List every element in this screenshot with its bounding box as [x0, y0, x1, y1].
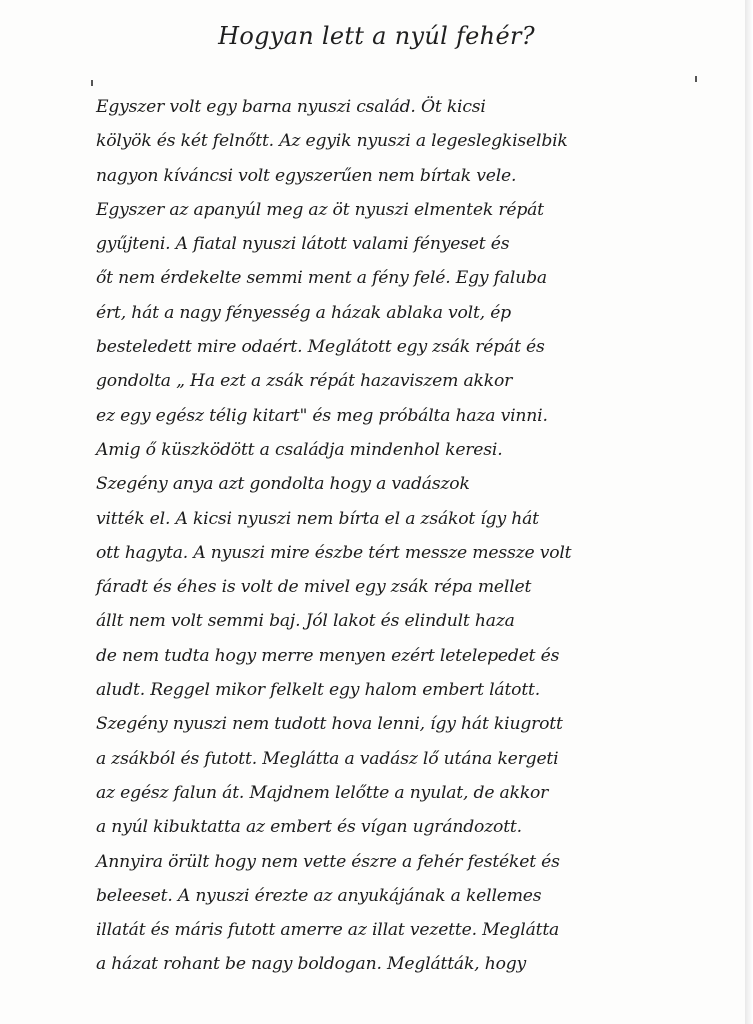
text-line: ez egy egész télig kitart" és meg próbálta haza vinni.	[96, 405, 548, 426]
text-line: Annyira örült hogy nem vette észre a fehér festéket és	[96, 851, 560, 872]
text-line: Egyszer az apanyúl meg az öt nyuszi elmentek répát	[96, 199, 544, 220]
text-line: beleeset. A nyuszi érezte az anyukájának a kellemes	[96, 885, 542, 906]
text-line: besteledett mire odaért. Meglátott egy zsák répát és	[96, 337, 545, 358]
text-line: Egyszer volt egy barna nyuszi család. Öt kicsi	[96, 97, 486, 117]
text-line: ért, hát a nagy fényesség a házak ablaka volt, ép	[96, 302, 511, 323]
text-line: gondolta „ Ha ezt a zsák répát hazaviszem akkor	[96, 371, 513, 392]
text-line: fáradt és éhes is volt de mivel egy zsák répa mellet	[96, 577, 532, 598]
margin-tick-mark	[695, 76, 697, 82]
text-line: ott hagyta. A nyuszi mire észbe tért messze messze volt	[96, 542, 572, 563]
page-title: Hogyan lett a nyúl fehér?	[218, 22, 535, 50]
text-line: nagyon kíváncsi volt egyszerűen nem bírtak vele.	[96, 165, 517, 186]
text-line: a házat rohant be nagy boldogan. Meglátták, hogy	[96, 954, 527, 975]
text-line: illatát és máris futott amerre az illat vezette. Meglátta	[96, 920, 560, 941]
margin-tick-mark	[91, 80, 93, 86]
text-line: őt nem érdekelte semmi ment a fény felé. Egy faluba	[96, 268, 547, 289]
text-line: Amig ő küszködött a családja mindenhol keresi.	[96, 439, 503, 460]
text-line: a nyúl kibuktatta az embert és vígan ugrándozott.	[96, 817, 522, 838]
text-line: Szegény nyuszi nem tudott hova lenni, így hát kiugrott	[96, 714, 563, 735]
text-line: Szegény anya azt gondolta hogy a vadászok	[96, 474, 470, 495]
text-line: de nem tudta hogy merre menyen ezért letelepedet és	[96, 645, 560, 666]
text-line: az egész falun át. Majdnem lelőtte a nyulat, de akkor	[96, 782, 549, 803]
text-line: vitték el. A kicsi nyuszi nem bírta el a zsákot így hát	[96, 508, 539, 529]
text-line: állt nem volt semmi baj. Jól lakot és elindult haza	[96, 611, 515, 632]
text-line: a zsákból és futott. Meglátta a vadász lő utána kergeti	[96, 748, 559, 769]
text-line: aludt. Reggel mikor felkelt egy halom embert látott.	[96, 680, 540, 701]
page-edge-shadow	[745, 0, 753, 1024]
text-line: gyűjteni. A fiatal nyuszi látott valami fényeset és	[96, 234, 510, 255]
story-body	[96, 90, 716, 982]
text-line: kölyök és két felnőtt. Az egyik nyuszi a legeslegkiselbik	[96, 131, 568, 152]
